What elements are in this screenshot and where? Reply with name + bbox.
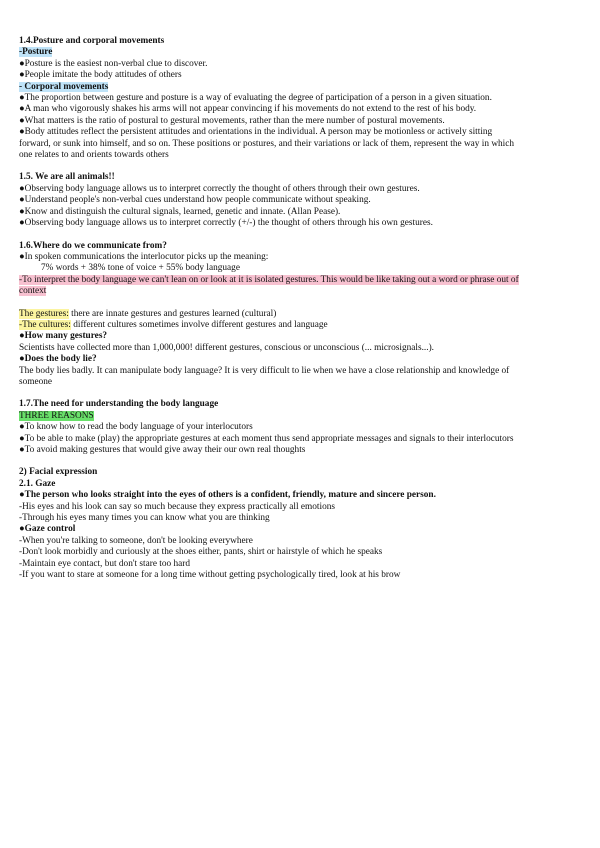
section-2-1-heading: 2.1. Gaze: [19, 478, 56, 489]
list-item: ●To know how to read the body language of your interlocutors: [19, 422, 253, 433]
corporal-item: ●Body attitudes reflect the persistent attitudes and orientations in the individual. A person may be motionless or actively sitting forward, or sunk into himself, and so on. These positions or postures, and their variations or lack of them, represent the way in which one relates to and orients towards others: [19, 127, 515, 161]
list-item: -Through his eyes many times you can know what you are thinking: [19, 513, 270, 524]
cultures-label: -The cultures:: [19, 319, 71, 330]
list-item: -When you're talking to someone, don't be looking everywhere: [19, 535, 253, 546]
corporal-item: ●The proportion between gesture and posture is a way of evaluating the degree of participation of a person in a given situation.: [19, 93, 492, 104]
corporal-item: ●What matters is the ratio of postural to gestural movements, rather than the mere number of postural movements.: [19, 115, 445, 126]
list-item: ●Observing body language allows us to interpret correctly (+/-) the thought of others through his own gestures.: [19, 218, 433, 229]
posture-item: ●People imitate the body attitudes of others: [19, 70, 182, 81]
cultures-line: [19, 320, 519, 331]
gaze-control-label: ●Gaze control: [19, 524, 76, 535]
spoken-communication-text: ●In spoken communications the interlocutor picks up the meaning:: [19, 251, 269, 262]
section-1-7-heading: 1.7.The need for understanding the body language: [19, 399, 219, 410]
list-item: -If you want to stare at someone for a long time without getting psychologically tired, look at his brow: [19, 570, 401, 581]
gaze-lead: ●The person who looks straight into the eyes of others is a confident, friendly, mature and sincere person.: [19, 490, 436, 501]
section-1-5-heading: 1.5. We are all animals!!: [19, 172, 115, 183]
how-many-gestures-question: ●How many gestures?: [19, 331, 108, 342]
gestures-line: [19, 309, 519, 320]
cultures-text: different cultures sometimes involve different gestures and language: [70, 319, 328, 330]
section-1-6-heading: 1.6.Where do we communicate from?: [19, 240, 167, 251]
list-item: ●Understand people's non-verbal cues understand how people communicate without speaking.: [19, 195, 371, 206]
list-item: ●To be able to make (play) the appropriate gestures at each moment thus send appropriate messages and signals to their interlocutors: [19, 433, 514, 444]
three-reasons-label: THREE REASONS: [19, 410, 94, 421]
posture-item: ●Posture is the easiest non-verbal clue to discover.: [19, 58, 208, 69]
gestures-text: there are innate gestures and gestures learned (cultural): [68, 308, 277, 319]
posture-label: -Posture: [19, 47, 53, 58]
communication-ratio: 7% words + 38% tone of voice + 55% body language: [41, 263, 240, 274]
list-item: ●Know and distinguish the cultural signals, learned, genetic and innate. (Allan Pease).: [19, 206, 341, 217]
list-item: ●Observing body language allows us to interpret correctly the thought of others through their own gestures.: [19, 183, 420, 194]
how-many-gestures-answer: Scientists have collected more than 1,000,000! different gestures, conscious or unconscious (... microsignals...).: [19, 342, 434, 353]
gestures-label: The gestures:: [19, 308, 69, 319]
list-item: -Don't look morbidly and curiously at the shoes either, pants, shirt or hairstyle of which he speaks: [19, 547, 383, 558]
isolated-gestures-note: -To interpret the body language we can't lean on or look at it is isolated gestures. This would be like taking out a word or phrase out of context: [19, 274, 519, 297]
corporal-item: ●A man who vigorously shakes his arms will not appear convincing if his movements do not extend to the rest of his body.: [19, 104, 477, 115]
body-lie-question: ●Does the body lie?: [19, 354, 97, 365]
list-item: -His eyes and his look can say so much because they express practically all emotions: [19, 501, 336, 512]
body-lie-answer: The body lies badly. It can manipulate body language? It is very difficult to lie when we have a close relationship and knowledge of someone: [19, 365, 510, 387]
corporal-movements-label: - Corporal movements: [19, 81, 109, 92]
list-item: ●To avoid making gestures that would give away their our own real thoughts: [19, 445, 306, 455]
list-item: -Maintain eye contact, but don't stare too hard: [19, 558, 191, 569]
document-content: [19, 36, 519, 581]
section-2-heading: 2) Facial expression: [19, 467, 98, 478]
section-1-4-heading: 1.4.Posture and corporal movements: [19, 36, 165, 46]
